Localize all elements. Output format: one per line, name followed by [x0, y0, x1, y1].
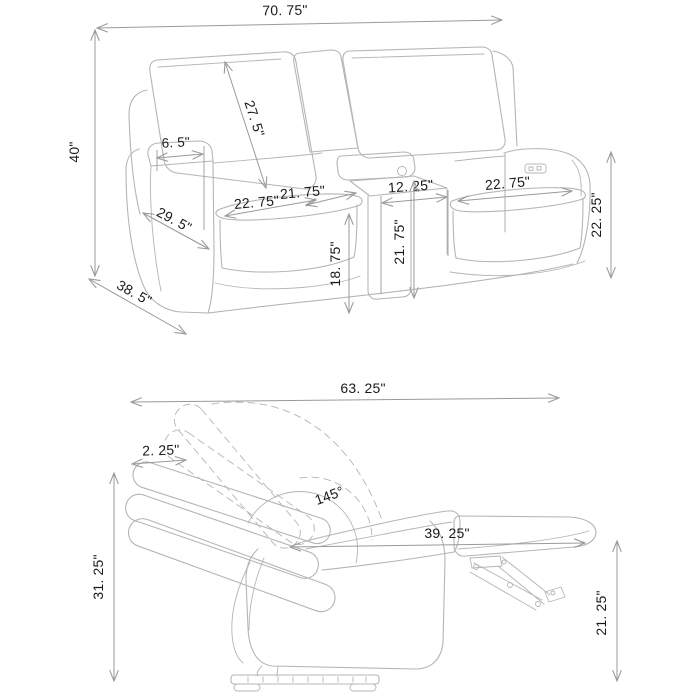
- back-right-outer-edge: [493, 51, 517, 146]
- mechanism-bolt: [508, 583, 513, 588]
- seatback-gap-right: [455, 156, 505, 161]
- mechanism-bolt: [551, 591, 555, 595]
- right-seat-front: [453, 198, 583, 262]
- right-seat-width-label: 22. 75": [484, 173, 531, 193]
- dim-left-arm-depth: [143, 204, 209, 249]
- dim-headrest-travel: [132, 441, 186, 464]
- back-left-panel: [150, 52, 316, 189]
- dim-overall-height: [66, 30, 95, 276]
- back-ghost-upright: [168, 398, 306, 554]
- seat-depth-label: 21. 75": [279, 182, 326, 202]
- overall-width-label: 70. 75": [262, 1, 308, 19]
- back-cushion-lumbar: [125, 515, 339, 616]
- left-arm-front-edge: [208, 161, 214, 313]
- reclined-length-label: 63. 25": [340, 380, 386, 396]
- mechanism-bolt: [502, 560, 506, 564]
- dim-back-cushion-height: [225, 62, 268, 188]
- right-arm-seam: [572, 160, 581, 196]
- dim-reclined-length: [131, 380, 559, 402]
- arm-width-label: 6. 5": [161, 134, 191, 151]
- console-width-label: 12. 25": [387, 176, 434, 196]
- back-right-panel-seam: [352, 54, 484, 58]
- mechanism-bolt: [474, 565, 479, 570]
- headrest-travel-label: 2. 25": [141, 441, 180, 459]
- back-ghost-mid: [158, 424, 320, 550]
- back-right-panel: [343, 47, 505, 158]
- console-height-label: 21. 75": [391, 219, 407, 265]
- back-cushion-height-label: 27. 5": [241, 98, 269, 139]
- seat-to-footrest-label: 39. 25": [424, 525, 470, 541]
- arm-height-label: 22. 25": [588, 192, 604, 238]
- body-side-panel: [246, 521, 445, 669]
- footrest-bracket: [470, 556, 502, 568]
- base-foot-right: [350, 684, 376, 691]
- dim-seat-depth: [279, 182, 356, 205]
- base-foot-left: [234, 684, 260, 691]
- right-seat-base: [450, 261, 585, 276]
- side-view-dimensions: [90, 380, 617, 681]
- recline-button-icon: [529, 167, 533, 170]
- base-rail: [231, 675, 379, 684]
- dim-footrest-height: [593, 541, 617, 681]
- back-left-outer-edge: [129, 90, 147, 214]
- overall-height-label: 40": [66, 141, 82, 163]
- left-arm-depth-label: 29. 5": [154, 203, 195, 236]
- footrest-height-label: 21. 25": [593, 590, 609, 636]
- left-arm-seam: [150, 166, 161, 291]
- dim-recline-angle: [313, 483, 346, 508]
- dim-right-seat-width: [458, 173, 572, 201]
- recline-angle-label: 145°: [312, 482, 347, 508]
- recline-motion-arc: [212, 402, 382, 520]
- dim-overall-width: [97, 2, 502, 28]
- seat-height-label: 18. 75": [327, 241, 343, 287]
- dim-reclined-back-height: [90, 473, 114, 681]
- seatback-gap-left: [213, 153, 322, 163]
- dim-arm-height: [588, 152, 611, 278]
- mechanism-bracket-right: [545, 587, 565, 602]
- mechanism-bar-a: [470, 563, 542, 610]
- console-cupholder-icon: [398, 167, 407, 176]
- back-lower-frame-inner: [249, 558, 264, 630]
- recline-control-panel-icon: [525, 164, 546, 173]
- dim-overall-depth: [89, 277, 186, 334]
- left-seat-width-label: 22. 75": [233, 192, 280, 212]
- reclined-back-height-label: 31. 25": [90, 554, 106, 600]
- base-rail-ticks: [248, 677, 366, 682]
- overall-depth-label: 38. 5": [114, 276, 155, 309]
- back-cushion-head: [130, 459, 334, 547]
- mechanism-bolt: [536, 602, 541, 607]
- side-view-drawing: [122, 398, 596, 691]
- footrest-pad: [454, 516, 596, 556]
- footrest-pad-seam: [458, 531, 589, 549]
- back-left-panel-seam: [158, 59, 281, 67]
- recline-button-icon: [537, 167, 541, 170]
